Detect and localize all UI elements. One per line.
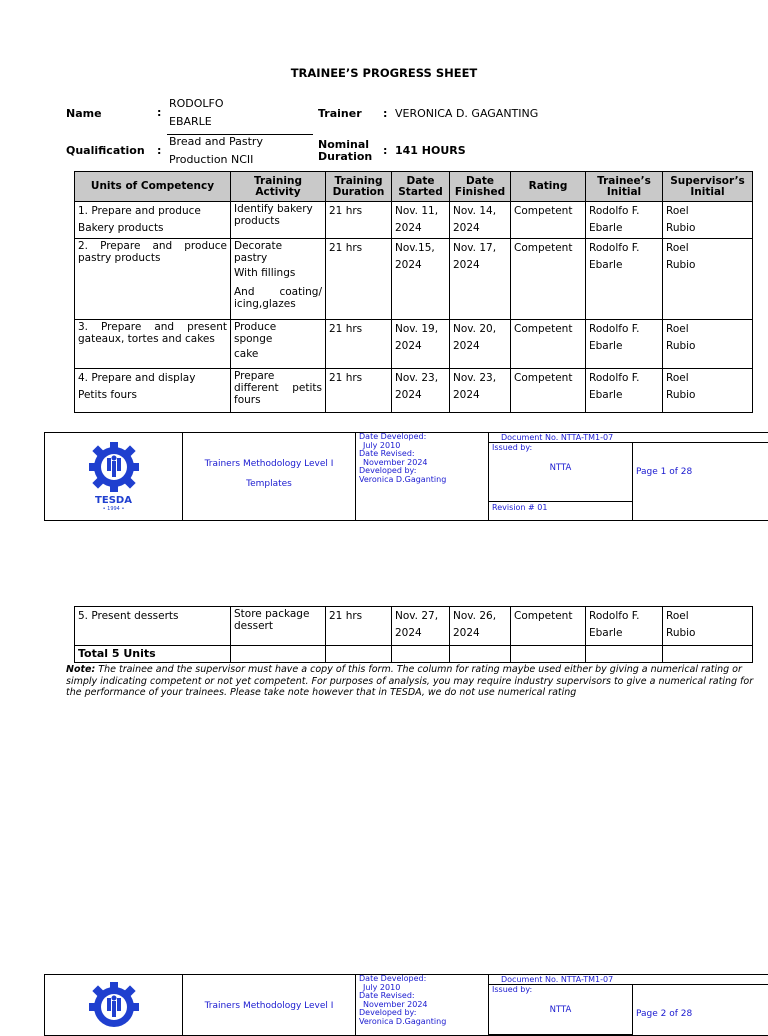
cell-date-started bbox=[392, 607, 450, 646]
date-revised-value: November 2024 bbox=[359, 1001, 485, 1010]
developed-by-label: Developed by: bbox=[359, 1009, 485, 1018]
gear-logo-icon bbox=[86, 981, 142, 1033]
footer-logo-cell bbox=[45, 975, 183, 1036]
footer-course-cell bbox=[183, 975, 356, 1036]
cell-text: Store package bbox=[234, 608, 322, 620]
cell-unit bbox=[75, 239, 231, 320]
trainer-label: Trainer bbox=[318, 107, 362, 120]
cell-text: Ebarle bbox=[589, 387, 659, 404]
issued-by-label: Issued by: bbox=[492, 443, 629, 452]
trainer-value: VERONICA D. GAGANTING bbox=[395, 107, 538, 120]
col-header-date-finished: Date Finished bbox=[450, 172, 511, 202]
table-row bbox=[75, 239, 753, 320]
date-developed-value: July 2010 bbox=[359, 984, 485, 993]
cell-text: Bakery products bbox=[78, 220, 227, 237]
qualification-label: Qualification bbox=[66, 144, 145, 157]
empty-cell bbox=[231, 646, 326, 663]
cell-text: Ebarle bbox=[589, 338, 659, 355]
col-header-trainee-initial: Trainee’s Initial bbox=[586, 172, 663, 202]
cell-text: 2024 bbox=[453, 257, 507, 274]
cell-rating: Competent bbox=[511, 607, 586, 646]
cell-text: Petits fours bbox=[78, 387, 227, 404]
cell-trainee-initial bbox=[586, 320, 663, 369]
cell-date-started bbox=[392, 320, 450, 369]
cell-text: 2024 bbox=[395, 338, 446, 355]
course-line1: Trainers Methodology Level I bbox=[186, 459, 352, 469]
course-line2: Templates bbox=[186, 479, 352, 489]
doc-number: Document No. NTTA-TM1-07 bbox=[489, 975, 768, 985]
page-footer-1 bbox=[44, 432, 768, 521]
cell-supervisor-initial bbox=[663, 369, 753, 413]
issued-by-value: NTTA bbox=[492, 464, 629, 473]
name-label: Name bbox=[66, 107, 102, 120]
cell-activity bbox=[231, 239, 326, 320]
footer-issued-cell bbox=[489, 985, 633, 1035]
progress-table bbox=[74, 171, 753, 413]
cell-text: pastry products bbox=[78, 252, 227, 264]
cell-text: Produce bbox=[234, 321, 322, 333]
cell-text: 2024 bbox=[453, 220, 507, 237]
empty-cell bbox=[663, 646, 753, 663]
date-revised-label: Date Revised: bbox=[359, 450, 485, 459]
cell-trainee-initial bbox=[586, 369, 663, 413]
col-header-date-started: Date Started bbox=[392, 172, 450, 202]
page-footer-2 bbox=[44, 974, 768, 1036]
cell-text: Rubio bbox=[666, 220, 749, 237]
gear-logo-icon bbox=[86, 441, 142, 493]
cell-text: sponge bbox=[234, 333, 322, 345]
cell-text: 2024 bbox=[395, 387, 446, 404]
cell-text: Roel bbox=[666, 203, 749, 220]
date-revised-value: November 2024 bbox=[359, 459, 485, 468]
col-header-supervisor-initial: Supervisor’s Initial bbox=[663, 172, 753, 202]
cell-text: Nov. 19, bbox=[395, 321, 446, 338]
page-number-1: Page 1 of 28 bbox=[633, 443, 768, 521]
cell-text: 2. Prepare and produce bbox=[78, 240, 227, 252]
cell-text: 2024 bbox=[395, 257, 446, 274]
footer-dates-cell bbox=[356, 975, 489, 1036]
cell-text: Nov. 14, bbox=[453, 203, 507, 220]
name-colon: : bbox=[157, 106, 161, 119]
qualification-colon: : bbox=[157, 144, 161, 157]
page-title: TRAINEE’S PROGRESS SHEET bbox=[0, 66, 768, 80]
cell-date-started bbox=[392, 239, 450, 320]
col-header-rating: Rating bbox=[511, 172, 586, 202]
doc-number: Document No. NTTA-TM1-07 bbox=[489, 433, 768, 443]
cell-duration: 21 hrs bbox=[326, 320, 392, 369]
nominal-label-line2: Duration bbox=[318, 150, 372, 163]
cell-text: Nov. 23, bbox=[453, 370, 507, 387]
cell-rating: Competent bbox=[511, 202, 586, 239]
issued-by-label: Issued by: bbox=[492, 985, 629, 994]
logo-year: • 1994 • bbox=[48, 506, 179, 512]
cell-duration: 21 hrs bbox=[326, 239, 392, 320]
cell-text: Rodolfo F. bbox=[589, 240, 659, 257]
table-row bbox=[75, 202, 753, 239]
progress-table-continued bbox=[74, 606, 753, 663]
table-row bbox=[75, 369, 753, 413]
cell-trainee-initial bbox=[586, 607, 663, 646]
name-value-line2: EBARLE bbox=[169, 115, 212, 128]
cell-text: Nov. 23, bbox=[395, 370, 446, 387]
cell-text: pastry bbox=[234, 252, 322, 264]
cell-text: Decorate bbox=[234, 240, 322, 252]
cell-date-finished bbox=[450, 320, 511, 369]
cell-text: Rodolfo F. bbox=[589, 203, 659, 220]
cell-text: different petits bbox=[234, 382, 322, 394]
nominal-label-line1: Nominal bbox=[318, 138, 369, 151]
cell-text: cake bbox=[234, 345, 322, 363]
date-developed-value: July 2010 bbox=[359, 442, 485, 451]
tesda-logo bbox=[48, 441, 179, 512]
total-units: Total 5 Units bbox=[75, 646, 231, 663]
cell-text: 2024 bbox=[395, 625, 446, 642]
revision-number: Revision # 01 bbox=[489, 502, 633, 521]
note-label: Note: bbox=[66, 664, 95, 675]
course-line1: Trainers Methodology Level I bbox=[186, 1001, 352, 1011]
cell-text: Nov. 26, bbox=[453, 608, 507, 625]
cell-rating: Competent bbox=[511, 239, 586, 320]
cell-unit: 5. Present desserts bbox=[75, 607, 231, 646]
cell-text: Identify bakery bbox=[234, 203, 322, 215]
empty-cell bbox=[586, 646, 663, 663]
cell-supervisor-initial bbox=[663, 239, 753, 320]
footer-issued-cell bbox=[489, 443, 633, 502]
cell-unit bbox=[75, 369, 231, 413]
date-developed-label: Date Developed: bbox=[359, 433, 485, 442]
logo-text: TESDA bbox=[48, 495, 179, 506]
page-number-2: Page 2 of 28 bbox=[633, 985, 768, 1036]
cell-text: 2024 bbox=[453, 338, 507, 355]
cell-supervisor-initial bbox=[663, 202, 753, 239]
cell-text: 3. Prepare and present bbox=[78, 321, 227, 333]
qualification-line1: Bread and Pastry bbox=[169, 135, 263, 148]
cell-activity bbox=[231, 369, 326, 413]
footer-logo-cell bbox=[45, 433, 183, 521]
cell-text: Ebarle bbox=[589, 625, 659, 642]
cell-text: Rodolfo F. bbox=[589, 608, 659, 625]
cell-date-started bbox=[392, 202, 450, 239]
cell-text: Ebarle bbox=[589, 220, 659, 237]
cell-duration: 21 hrs bbox=[326, 369, 392, 413]
cell-text: gateaux, tortes and cakes bbox=[78, 333, 227, 345]
date-developed-label: Date Developed: bbox=[359, 975, 485, 984]
empty-cell bbox=[489, 1035, 633, 1036]
empty-cell bbox=[511, 646, 586, 663]
table-row bbox=[75, 320, 753, 369]
footer-dates-cell bbox=[356, 433, 489, 521]
cell-supervisor-initial bbox=[663, 607, 753, 646]
cell-trainee-initial bbox=[586, 202, 663, 239]
table-header-row bbox=[75, 172, 753, 202]
cell-text: Nov. 27, bbox=[395, 608, 446, 625]
developed-by-value: Veronica D.Gaganting bbox=[359, 476, 485, 485]
empty-cell bbox=[326, 646, 392, 663]
col-header-activity: Training Activity bbox=[231, 172, 326, 202]
col-header-duration: Training Duration bbox=[326, 172, 392, 202]
cell-text: fours bbox=[234, 394, 322, 406]
cell-text: Rubio bbox=[666, 387, 749, 404]
cell-text: Nov. 11, bbox=[395, 203, 446, 220]
footer-course-cell bbox=[183, 433, 356, 521]
cell-rating: Competent bbox=[511, 369, 586, 413]
trainer-colon: : bbox=[383, 107, 387, 120]
cell-duration: 21 hrs bbox=[326, 607, 392, 646]
cell-unit bbox=[75, 202, 231, 239]
cell-text: Rodolfo F. bbox=[589, 321, 659, 338]
cell-text: Nov. 17, bbox=[453, 240, 507, 257]
cell-text: 1. Prepare and produce bbox=[78, 203, 227, 220]
cell-text: Rubio bbox=[666, 338, 749, 355]
cell-text: 4. Prepare and display bbox=[78, 370, 227, 387]
cell-unit bbox=[75, 320, 231, 369]
cell-trainee-initial bbox=[586, 239, 663, 320]
cell-text: Roel bbox=[666, 240, 749, 257]
empty-cell bbox=[450, 646, 511, 663]
nominal-colon: : bbox=[383, 144, 387, 157]
cell-text: Rubio bbox=[666, 625, 749, 642]
empty-cell bbox=[392, 646, 450, 663]
cell-date-finished bbox=[450, 607, 511, 646]
developed-by-label: Developed by: bbox=[359, 467, 485, 476]
cell-date-finished bbox=[450, 239, 511, 320]
cell-date-started bbox=[392, 369, 450, 413]
table-total-row bbox=[75, 646, 753, 663]
cell-text: 2024 bbox=[395, 220, 446, 237]
table-row bbox=[75, 607, 753, 646]
note-text: The trainee and the supervisor must have a copy of this form. The column for rating maybe used either by giving a numerical rating or simply indicating competent or not yet competent. For purposes of analysis, you may require industry supervisors to give a numerical rating for the performance of your trainees. Please take note however that in TESDA, we do not use numerical rating bbox=[66, 664, 753, 698]
cell-text: dessert bbox=[234, 620, 322, 632]
cell-text: Prepare bbox=[234, 370, 322, 382]
nominal-value: 141 HOURS bbox=[395, 144, 466, 157]
cell-text: Roel bbox=[666, 370, 749, 387]
cell-activity bbox=[231, 607, 326, 646]
cell-text: And coating/ icing,glazes bbox=[234, 286, 322, 310]
cell-text: 2024 bbox=[453, 387, 507, 404]
cell-text: 2024 bbox=[453, 625, 507, 642]
cell-duration: 21 hrs bbox=[326, 202, 392, 239]
cell-text: Roel bbox=[666, 608, 749, 625]
cell-text: Roel bbox=[666, 321, 749, 338]
note-paragraph bbox=[66, 664, 766, 699]
cell-text: Nov. 20, bbox=[453, 321, 507, 338]
cell-text: With fillings bbox=[234, 264, 322, 282]
cell-text: Rubio bbox=[666, 257, 749, 274]
cell-date-finished bbox=[450, 202, 511, 239]
cell-date-finished bbox=[450, 369, 511, 413]
cell-activity bbox=[231, 320, 326, 369]
cell-text: Ebarle bbox=[589, 257, 659, 274]
cell-activity bbox=[231, 202, 326, 239]
cell-supervisor-initial bbox=[663, 320, 753, 369]
qualification-line2: Production NCII bbox=[169, 153, 253, 166]
name-value-line1: RODOLFO bbox=[169, 97, 224, 110]
tesda-logo bbox=[48, 981, 179, 1035]
developed-by-value: Veronica D.Gaganting bbox=[359, 1018, 485, 1027]
cell-rating: Competent bbox=[511, 320, 586, 369]
cell-text: products bbox=[234, 215, 322, 227]
issued-by-value: NTTA bbox=[492, 1006, 629, 1015]
col-header-units: Units of Competency bbox=[75, 172, 231, 202]
cell-text: Rodolfo F. bbox=[589, 370, 659, 387]
date-revised-label: Date Revised: bbox=[359, 992, 485, 1001]
cell-text: Nov.15, bbox=[395, 240, 446, 257]
